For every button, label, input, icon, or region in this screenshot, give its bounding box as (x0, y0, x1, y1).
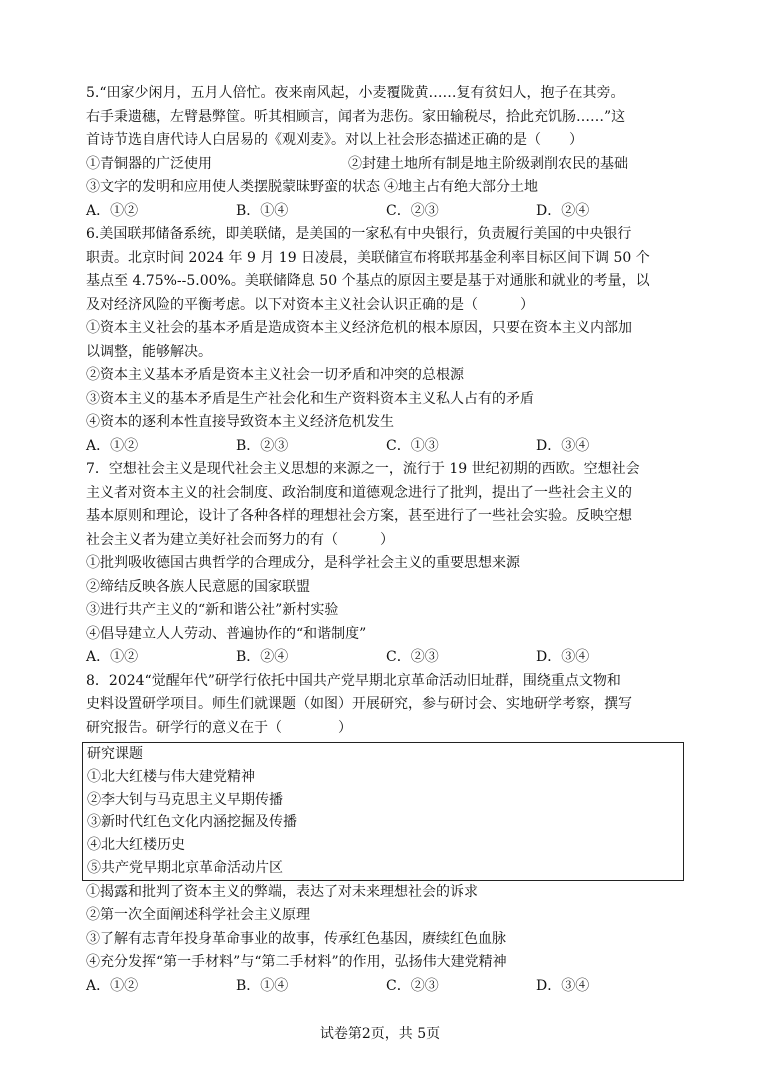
question-6-stem-line: 及对经济风险的平衡考虑。以下对资本主义社会认识正确的是（ ） (86, 296, 534, 313)
option-b: B．②④ (236, 649, 289, 665)
statement: ④地主占有绝大部分土地 (384, 179, 538, 195)
statement: ③资本主义的基本矛盾是生产社会化和生产资料资本主义私人占有的矛盾 (86, 390, 534, 407)
statement: ③了解有志青年投身革命事业的故事，传承红色基因，赓续红色血脉 (86, 930, 506, 947)
option-b: B．②③ (236, 437, 289, 454)
option-a: A．①② (86, 649, 139, 665)
option-d: D．②④ (536, 202, 590, 219)
question-6-stem-line: 职责。北京时间 2024 年 9 月 19 日凌晨，美联储宣布将联邦基金利率目标区间下调 50 个 (86, 249, 650, 266)
option-c: C．①③ (386, 437, 439, 454)
question-5-options (86, 200, 686, 224)
research-topic-item: ③新时代红色文化内涵挖掘及传播 (87, 814, 297, 831)
option-d: D．③④ (536, 649, 590, 665)
page-content (86, 82, 686, 998)
research-topic-item: ④北大红楼历史 (87, 837, 185, 854)
statement: ②封建土地所有制是地主阶级剥削农民的基础 (348, 155, 628, 172)
statement: ④资本的逐利本性直接导致资本主义经济危机发生 (86, 414, 394, 430)
question-6-options (86, 435, 686, 459)
statement: ③文字的发明和应用使人类摆脱蒙昧野蛮的状态 (86, 179, 380, 195)
page-footer: 试卷第2页，共 5页 (319, 1026, 441, 1042)
question-7-stem-line: 7．空想社会主义是现代社会主义思想的来源之一，流行于 19 世纪初期的西欧。空想社会 (86, 461, 640, 477)
question-6 (86, 223, 686, 458)
question-8 (86, 670, 686, 999)
question-7-stem-line: 社会主义者为建立美好社会而努力的有（ ） (86, 531, 394, 548)
statement: ②缔结反映各族人民意愿的国家联盟 (86, 578, 310, 595)
question-8-options (86, 975, 686, 999)
statement: ②资本主义基本矛盾是资本主义社会一切矛盾和冲突的总根源 (86, 367, 464, 383)
option-d: D．③④ (536, 977, 590, 994)
question-8-stem-line: 8．2024“觉醒年代”研学行依托中国共产党早期北京革命活动旧址群，围绕重点文物和 (86, 672, 621, 689)
option-b: B．①④ (236, 202, 289, 219)
research-topic-item: ②李大钊与马克思主义早期传播 (87, 791, 283, 808)
option-a: A．①② (86, 977, 139, 994)
question-6-stem-line: 基点至 4.75%--5.00%。美联储降息 50 个基点的原因主要是基于对通胀和就业的考量，以 (86, 273, 650, 289)
question-6-stem-line: 6.美国联邦储备系统，即美联储，是美国的一家私有中央银行，负责履行美国的中央银行 (86, 226, 632, 242)
statement: ①揭露和批判了资本主义的弊端，表达了对未来理想社会的诉求 (86, 883, 478, 900)
question-5-stem-line: 5.“田家少闲月，五月人倍忙。夜来南风起，小麦覆陇黄……复有贫妇人，抱子在其旁。 (86, 85, 625, 101)
question-7-options (86, 646, 686, 670)
research-topics-title: 研究课题 (87, 746, 143, 762)
question-7-stem-line: 主义者对资本主义的社会制度、政治制度和道德观念进行了批判，提出了一些社会主义的 (86, 484, 632, 501)
option-a: A．①② (86, 202, 139, 219)
option-d: D．③④ (536, 437, 590, 454)
research-topic-item: ①北大红楼与伟大建党精神 (87, 768, 255, 785)
statement: 以调整，能够解决。 (86, 343, 212, 360)
question-8-stem-line: 研究报告。研学行的意义在于（ ） (86, 719, 352, 736)
question-7 (86, 458, 686, 670)
question-5-stem-line: 首诗节选自唐代诗人白居易的《观刈麦》。对以上社会形态描述正确的是（ ） (86, 132, 583, 148)
question-7-stem-line: 基本原则和理论，设计了各种各样的理想社会方案，甚至进行了一些社会实验。反映空想 (86, 508, 632, 524)
option-c: C．②③ (386, 649, 439, 665)
option-b: B．①④ (236, 977, 289, 994)
option-c: C．②③ (386, 977, 439, 994)
statement: ④充分发挥“第一手材料”与“第二手材料”的作用，弘扬伟大建党精神 (86, 954, 507, 971)
statement: ③进行共产主义的“新和谐公社”新村实验 (86, 602, 339, 618)
option-a: A．①② (86, 437, 139, 454)
question-5-stem-line: 右手秉遗穗，左臂悬弊筐。听其相顾言，闻者为悲伤。家田输税尽，拾此充饥肠……”这 (86, 108, 626, 125)
question-5-statement-row (86, 176, 686, 200)
statement: ①资本主义社会的基本矛盾是造成资本主义经济危机的根本原因，只要在资本主义内部加 (86, 320, 632, 336)
statement: ④倡导建立人人劳动、普遍协作的“和谐制度” (86, 625, 367, 642)
question-5 (86, 82, 686, 223)
statement: ②第一次全面阐述科学社会主义原理 (86, 907, 310, 924)
question-8-stem-line: 史料设置研学项目。师生们就课题（如图）开展研究，参与研讨会、实地研学考察，撰写 (86, 696, 632, 712)
question-5-statement-row (86, 153, 686, 177)
option-c: C．②③ (386, 202, 439, 219)
research-topic-item: ⑤共产党早期北京革命活动片区 (87, 859, 283, 876)
research-topics-box (82, 742, 684, 881)
statement: ①青铜器的广泛使用 (86, 155, 212, 172)
statement: ①批判吸收德国古典哲学的合理成分，是科学社会主义的重要思想来源 (86, 555, 520, 571)
